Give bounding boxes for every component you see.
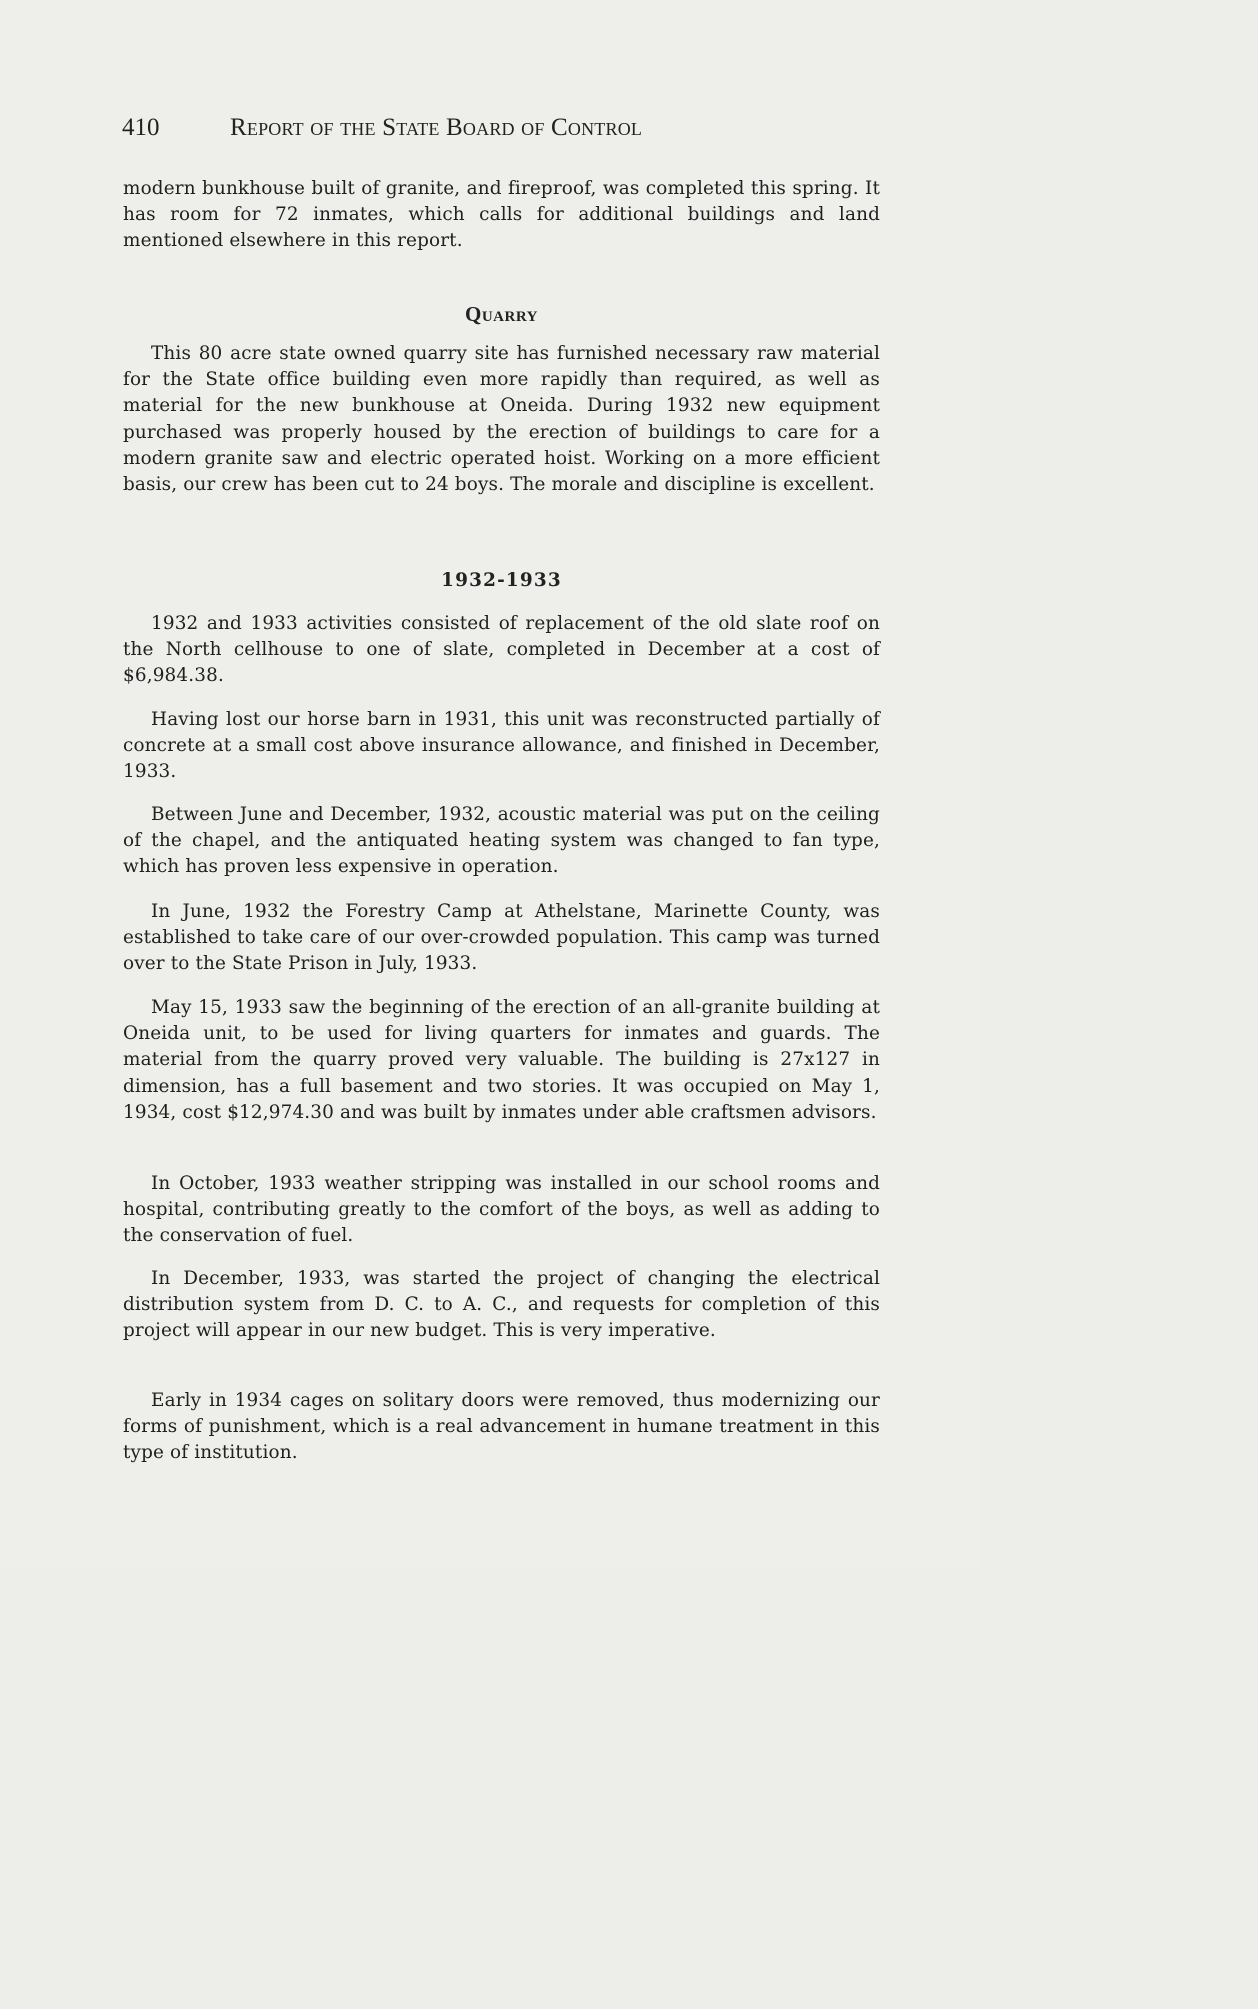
years-heading: 1932-1933 <box>441 570 562 591</box>
quarry-heading: Quarry <box>465 302 538 326</box>
running-title: Report of the State Board of Control <box>230 114 643 141</box>
quarry-paragraph: This 80 acre state owned quarry site has furnished necessary raw material for the State office building even more rapidly than required, as well as material for the new bunkhouse at Oneida. During 1932 new equipment purchased was properly housed by the erection of buildings to care for a modern granite saw and electric operated hoist. Working on a more efficient basis, our crew has been cut to 24 boys. The morale and discipline is excellent. <box>123 343 880 496</box>
paragraph-horse-barn: Having lost our horse barn in 1931, this unit was reconstructed partially of concrete at a small cost above insurance allowance, and finished in December, 1933. <box>123 709 880 783</box>
paragraph-granite-building: May 15, 1933 saw the beginning of the erection of an all-granite building at Oneida unit, to be used for living quarters for inmates and guards. The material from the quarry proved very valuable. The building is 27x127 in dimension, has a full basement and two stories. It was occupied on May 1, 1934, cost $12,974.30 and was built by inmates under able craftsmen advisors. <box>123 997 880 1123</box>
page-header <box>122 114 822 142</box>
paragraph-weather-stripping: In October, 1933 weather stripping was installed in our school rooms and hospital, contributing greatly to the comfort of the boys, as well as adding to the conservation of fuel. <box>123 1173 880 1247</box>
paragraph-electrical: In December, 1933, was started the project of changing the electrical distribution system from D. C. to A. C., and requests for completion of this project will appear in our new budget. This is very imperative. <box>123 1268 880 1342</box>
paragraph-chapel: Between June and December, 1932, acoustic material was put on the ceiling of the chapel, and the antiquated heating system was changed to fan type, which has proven less expensive in operation. <box>123 804 880 878</box>
paragraph-forestry-camp: In June, 1932 the Forestry Camp at Athelstane, Marinette County, was established to take care of our over-crowded population. This camp was turned over to the State Prison in July, 1933. <box>123 901 880 975</box>
page-number: 410 <box>122 114 160 141</box>
intro-paragraph: modern bunkhouse built of granite, and fireproof, was completed this spring. It has room for 72 inmates, which calls for additional buildings and land mentioned elsewhere in this report. <box>123 178 880 252</box>
paragraph-solitary-cages: Early in 1934 cages on solitary doors were removed, thus modernizing our forms of punishment, which is a real advancement in humane treatment in this type of institution. <box>123 1390 880 1464</box>
paragraph-slate-roof: 1932 and 1933 activities consisted of replacement of the old slate roof on the North cellhouse to one of slate, completed in December at a cost of $6,984.38. <box>123 613 880 687</box>
